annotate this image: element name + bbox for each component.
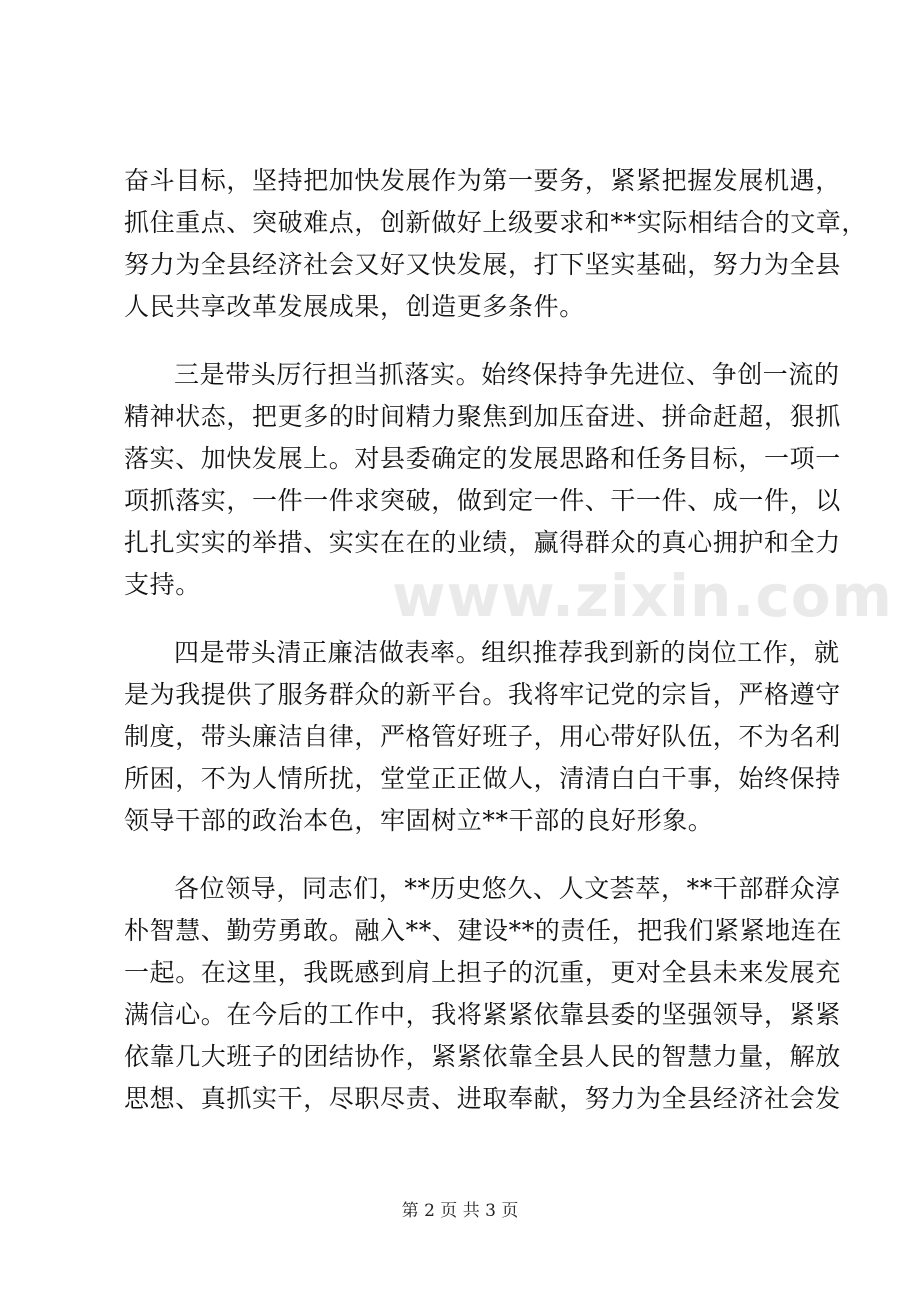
- body-line: 抓住重点、突破难点，创新做好上级要求和**实际相结合的文章，: [124, 208, 868, 237]
- body-line: 是为我提供了服务群众的新平台。我将牢记党的宗旨，严格遵守: [124, 680, 841, 709]
- body-line: 落实、加快发展上。对县委确定的发展思路和任务目标，一项一: [124, 444, 841, 473]
- paragraph-start-line: 四是带头清正廉洁做表率。组织推荐我到新的岗位工作，就: [174, 638, 840, 667]
- body-line: 依靠几大班子的团结协作，紧紧依靠全县人民的智慧力量，解放: [124, 1042, 841, 1071]
- body-line: 一起。在这里，我既感到肩上担子的沉重，更对全县未来发展充: [124, 958, 841, 987]
- watermark: www.zixin.com: [392, 562, 893, 630]
- body-line: 精神状态，把更多的时间精力聚焦到加压奋进、拼命赶超，狠抓: [124, 402, 841, 431]
- body-line: 项抓落实，一件一件求突破，做到定一件、干一件、成一件，以: [124, 486, 841, 515]
- body-line: 满信心。在今后的工作中，我将紧紧依靠县委的坚强领导，紧紧: [124, 1000, 841, 1029]
- body-line: 奋斗目标，坚持把加快发展作为第一要务，紧紧把握发展机遇，: [124, 166, 841, 195]
- body-line: 人民共享改革发展成果，创造更多条件。: [124, 292, 585, 321]
- body-line: 支持。: [124, 570, 201, 599]
- body-line: 思想、真抓实干，尽职尽责、进取奉献，努力为全县经济社会发: [124, 1084, 841, 1113]
- page-number-footer: 第 2 页 共 3 页: [401, 1201, 519, 1221]
- body-line: 朴智慧、勤劳勇敢。融入**、建设**的责任，把我们紧紧地连在: [124, 916, 843, 945]
- body-line: 所困，不为人情所扰，堂堂正正做人，清清白白干事，始终保持: [124, 764, 841, 793]
- body-line: 努力为全县经济社会又好又快发展，打下坚实基础，努力为全县: [124, 250, 841, 279]
- paragraph-start-line: 各位领导，同志们，**历史悠久、人文荟萃，**干部群众淳: [174, 874, 841, 903]
- body-line: 领导干部的政治本色，牢固树立**干部的良好形象。: [124, 806, 714, 835]
- body-line: 制度，带头廉洁自律，严格管好班子，用心带好队伍，不为名利: [124, 722, 841, 751]
- paragraph-start-line: 三是带头厉行担当抓落实。始终保持争先进位、争创一流的: [174, 360, 840, 389]
- body-line: 扎扎实实的举措、实实在在的业绩，赢得群众的真心拥护和全力: [124, 528, 841, 557]
